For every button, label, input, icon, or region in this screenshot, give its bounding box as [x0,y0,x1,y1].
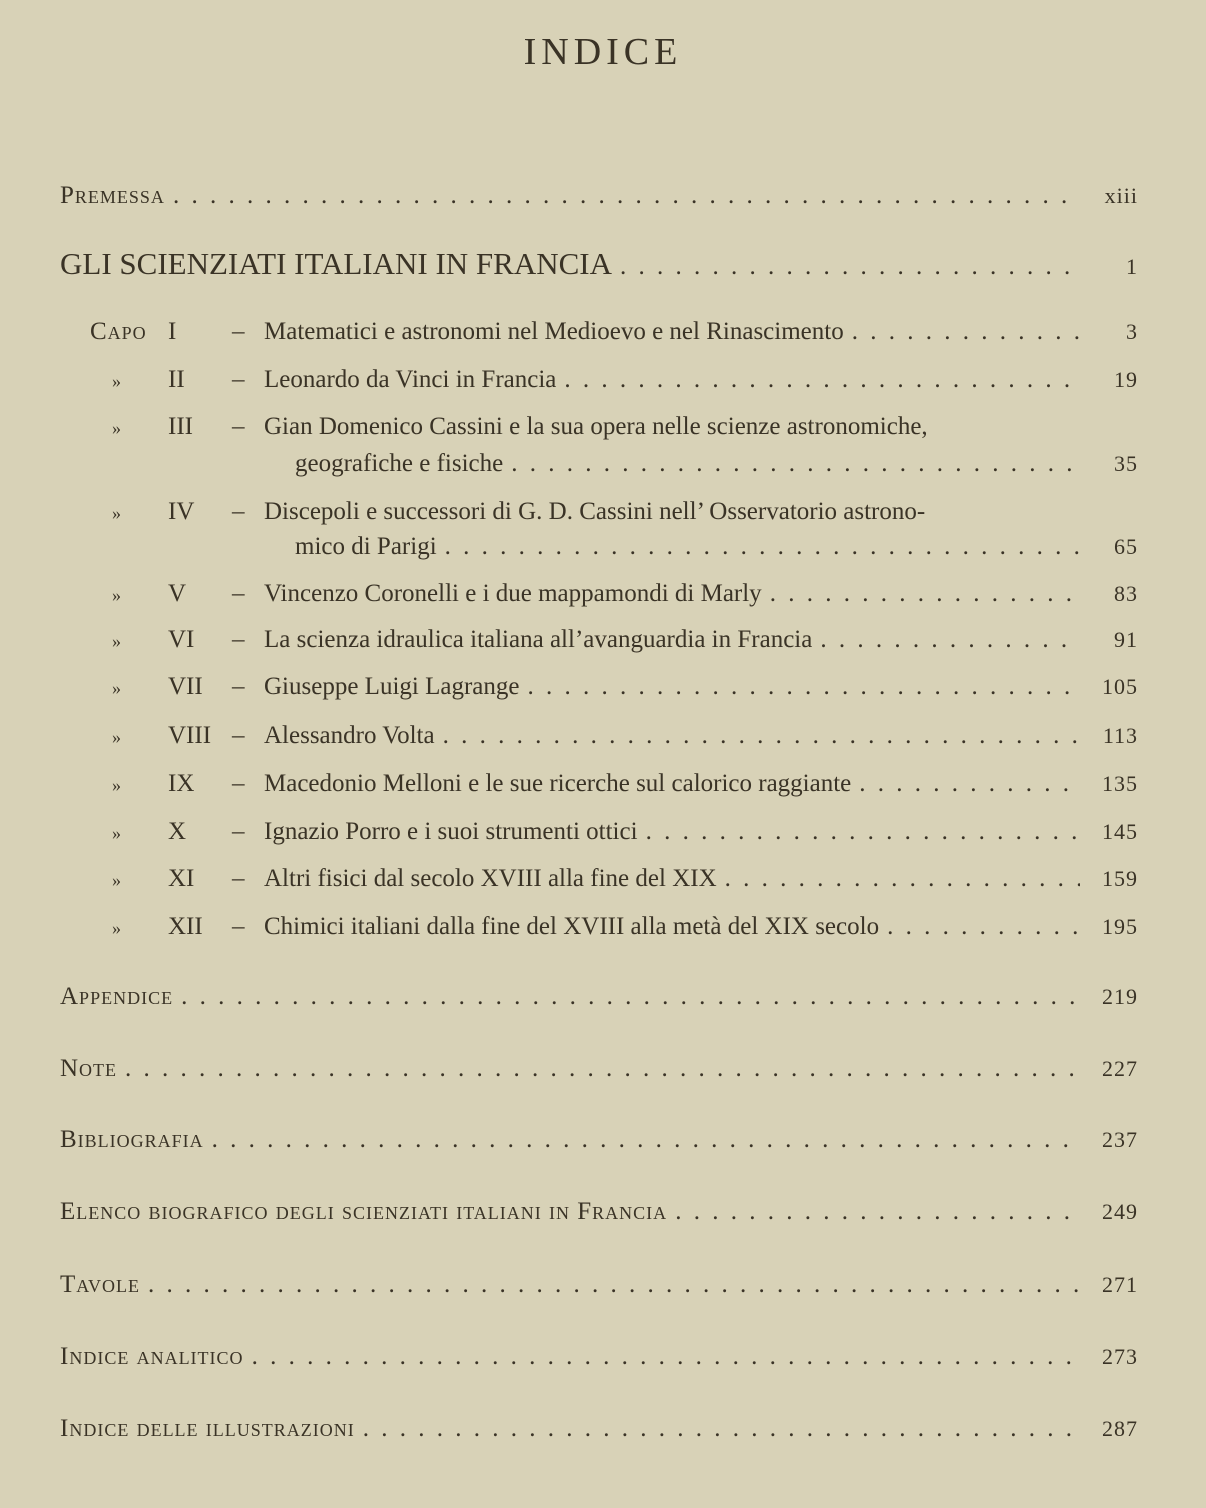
ditto-mark: » [112,585,121,605]
toc-entry-chapter [60,580,1138,608]
ditto-mark: » [112,727,121,747]
dot-leader [173,182,1080,210]
page-number: xiii [1104,183,1138,208]
page-number: 273 [1102,1344,1138,1369]
toc-entry-back [60,1126,1138,1154]
entry-label: Note [60,1055,118,1082]
page-number: 3 [1126,319,1138,344]
chapter-number: II [168,366,185,393]
dot-leader [212,1126,1080,1154]
chapter-title: Ignazio Porro e i suoi strumenti ottici [264,818,638,845]
toc-entry-back [60,983,1138,1011]
entry-label: Elenco biografico degli scienziati italiani in Francia [60,1198,668,1225]
part-title: GLI SCIENZIATI ITALIANI IN FRANCIA [60,246,612,281]
chapter-title: Vincenzo Coronelli e i due mappamondi di Marly [264,580,762,607]
page-number: 195 [1102,914,1138,939]
dot-leader [511,450,1080,478]
chapter-title: mico di Parigi [295,533,437,560]
ditto-mark: » [112,918,121,938]
dash: – [232,580,245,607]
dot-leader [527,673,1080,701]
dot-leader [148,1271,1080,1299]
page-number: 135 [1102,771,1138,796]
chapter-title: geografiche e fisiche [295,450,504,477]
page-number: 65 [1114,534,1138,559]
toc-entry-chapter [262,533,1138,561]
entry-label: Indice delle illustrazioni [60,1415,355,1442]
dash: – [232,913,245,940]
chapter-number: VI [168,626,195,653]
ditto-mark: » [112,418,121,438]
toc-entry-premessa [60,182,1138,210]
chapter-number: III [168,413,193,440]
chapter-number: VIII [168,722,212,749]
chapter-number: IV [168,498,195,525]
toc-entry-back [60,1198,1138,1226]
toc-entry-chapter [60,626,1138,654]
dot-leader [620,253,1080,281]
entry-label: Indice analitico [60,1343,244,1370]
toc-entry-part [60,246,1138,282]
chapter-title-line1: Discepoli e successori di G. D. Cassini nell’ Osservatorio astrono- [264,498,926,525]
dash: – [232,366,245,393]
dot-leader [820,626,1080,654]
chapter-title: Matematici e astronomi nel Medioevo e nel Rinascimento [264,318,844,345]
dot-leader [363,1415,1080,1443]
entry-label: Appendice [60,983,174,1010]
page-number: 227 [1102,1056,1138,1081]
toc-entry-chapter [60,818,1138,846]
dash: – [232,818,245,845]
page-number: 219 [1102,984,1138,1009]
chapter-number: IX [168,770,195,797]
page-number: 271 [1102,1272,1138,1297]
toc-entry-back [60,1343,1138,1371]
chapter-title: Macedonio Melloni e le sue ricerche sul calorico raggiante [264,770,852,797]
page-number: 287 [1102,1416,1138,1441]
dash: – [232,865,245,892]
page-number: 237 [1102,1127,1138,1152]
chapter-title: Alessandro Volta [264,722,435,749]
chapter-title: Giuseppe Luigi Lagrange [264,673,520,700]
dash: – [232,722,245,749]
dot-leader [181,983,1080,1011]
chapter-title: Altri fisici dal secolo XVIII alla fine del XIX [264,865,717,892]
ditto-mark: » [112,503,121,523]
chapter-word: Capo [90,318,147,345]
chapter-heading-line [60,413,1138,441]
toc-entry-chapter [60,770,1138,798]
dot-leader [675,1198,1080,1226]
page-number: 113 [1102,723,1138,748]
toc-entry-chapter [60,865,1138,893]
chapter-number: XI [168,865,195,892]
chapter-title: La scienza idraulica italiana all’avanguardia in Francia [264,626,813,653]
page-number: 91 [1114,627,1138,652]
page-number: 105 [1102,674,1138,699]
entry-label: Tavole [60,1271,140,1298]
dot-leader [770,580,1080,608]
page-number: 1 [1126,254,1138,279]
toc-entry-back [60,1415,1138,1443]
page-number: 249 [1102,1199,1138,1224]
chapter-title: Leonardo da Vinci in Francia [264,366,557,393]
page-number: 19 [1114,367,1138,392]
toc-entry-back [60,1055,1138,1083]
dash: – [232,498,245,525]
toc-entry-chapter [60,366,1138,394]
dash: – [232,626,245,653]
dash: – [232,770,245,797]
ditto-mark: » [112,823,121,843]
ditto-mark: » [112,371,121,391]
ditto-mark: » [112,870,121,890]
dash: – [232,318,245,345]
chapter-number: XII [168,913,203,940]
toc-entry-chapter [60,318,1138,346]
dot-leader [859,770,1080,798]
chapter-title: Chimici italiani dalla fine del XVIII alla metà del XIX secolo [264,913,880,940]
page-number: 145 [1102,819,1138,844]
dash: – [232,413,245,440]
dot-leader [252,1343,1080,1371]
toc-entry-chapter [60,722,1138,750]
chapter-number: V [168,580,187,607]
page-title: INDICE [523,31,683,73]
page-number: 83 [1114,581,1138,606]
chapter-number: X [168,818,187,845]
dash: – [232,673,245,700]
dot-leader [125,1055,1080,1083]
dot-leader [646,818,1080,846]
toc-entry-back [60,1271,1138,1299]
dot-leader [445,533,1080,561]
entry-label: Premessa [60,182,165,209]
dot-leader [852,318,1080,346]
dot-leader [887,913,1080,941]
chapter-number: VII [168,673,203,700]
toc-entry-chapter [60,913,1138,941]
chapter-title-line1: Gian Domenico Cassini e la sua opera nelle scienze astronomiche, [264,413,928,440]
toc-entry-chapter [60,673,1138,701]
ditto-mark: » [112,631,121,651]
ditto-mark: » [112,678,121,698]
dot-leader [564,366,1080,394]
dot-leader [443,722,1080,750]
page-number: 159 [1102,866,1138,891]
entry-label: Bibliografia [60,1126,204,1153]
chapter-number: I [168,318,177,345]
chapter-heading-line [60,498,1138,526]
page-number: 35 [1114,451,1138,476]
toc-entry-chapter [262,450,1138,478]
dot-leader [725,865,1080,893]
ditto-mark: » [112,775,121,795]
